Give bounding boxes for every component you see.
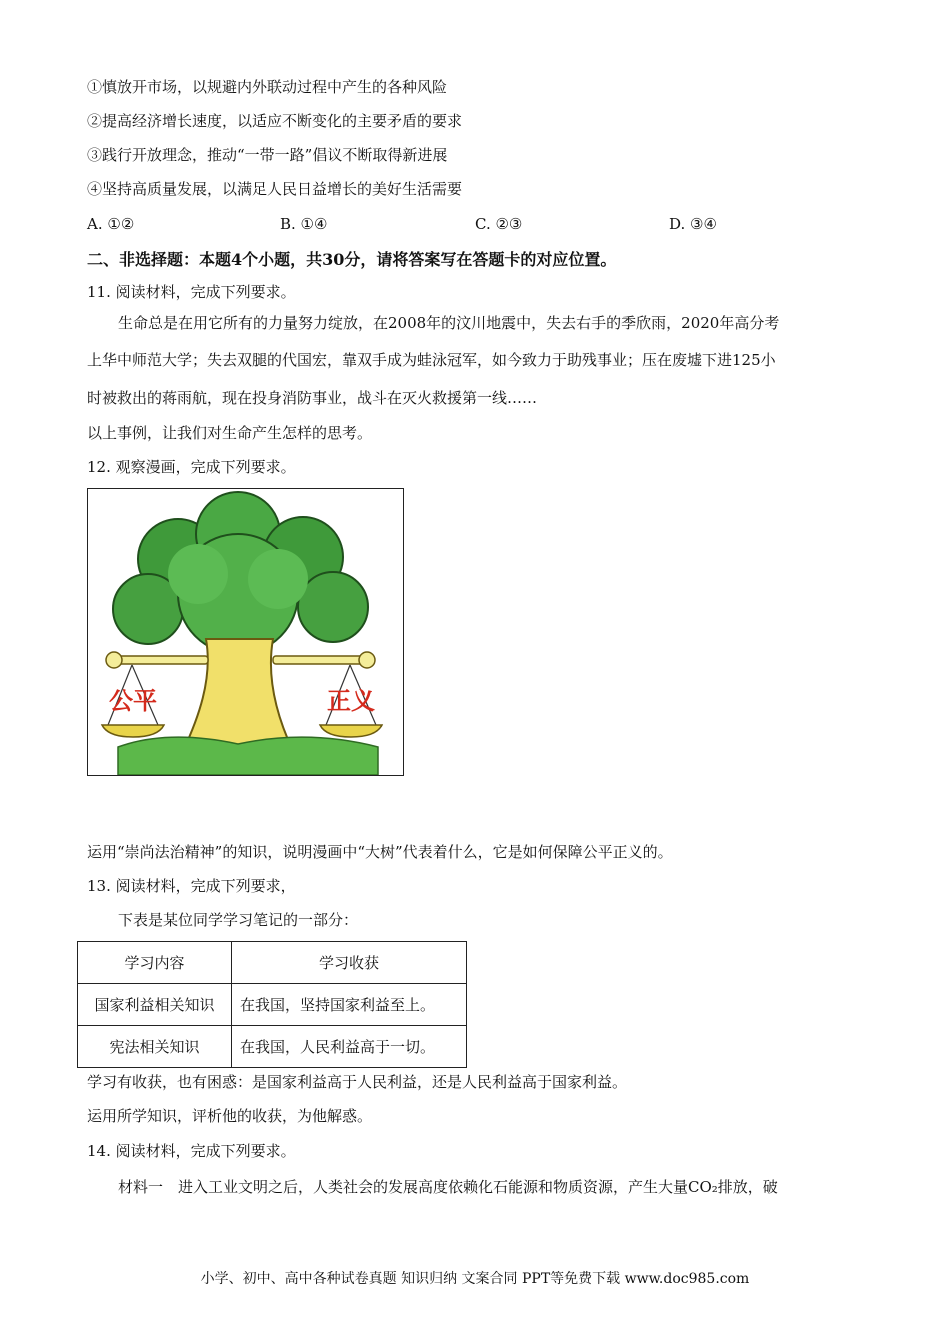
table-cell: 宪法相关知识: [78, 1026, 232, 1068]
left-scale-pan: [102, 665, 164, 737]
q11-line-1: 生命总是在用它所有的力量努力绽放，在2008年的汶川地震中，失去右手的季欣雨，2020年高分考: [118, 314, 780, 332]
right-scale-pan: [320, 665, 382, 737]
tree-scale-cartoon: [87, 488, 404, 776]
table-cell: 在我国，坚持国家利益至上。: [232, 984, 467, 1026]
tree-illustration: [88, 489, 403, 775]
q13-question: 运用所学知识，评析他的收获，为他解惑。: [87, 1107, 373, 1125]
option-4: ④坚持高质量发展，以满足人民日益增长的美好生活需要: [87, 180, 463, 198]
left-arm: [113, 656, 208, 664]
q13-intro: 下表是某位同学学习笔记的一部分：: [118, 911, 359, 929]
table-row: [78, 1026, 467, 1068]
option-1: ①慎放开市场，以规避内外联动过程中产生的各种风险: [87, 78, 448, 96]
q14-stem: 14. 阅读材料，完成下列要求。: [87, 1142, 296, 1160]
table-cell: 国家利益相关知识: [78, 984, 232, 1026]
q14-line: 材料一 进入工业文明之后，人类社会的发展高度依赖化石能源和物质资源，产生大量CO₂排放，破: [118, 1178, 778, 1196]
table-header-row: [78, 942, 467, 984]
answer-a: A. ①②: [87, 215, 135, 233]
answer-c: C. ②③: [475, 215, 523, 233]
q12-question: 运用“崇尚法治精神”的知识，说明漫画中“大树”代表着什么，它是如何保障公平正义的。: [87, 843, 673, 861]
table-header-cell: 学习收获: [232, 942, 467, 984]
q11-stem: 11. 阅读材料，完成下列要求。: [87, 283, 296, 301]
option-2: ②提高经济增长速度，以适应不断变化的主要矛盾的要求: [87, 112, 463, 130]
answer-b: B. ①④: [280, 215, 328, 233]
q13-stem: 13. 阅读材料，完成下列要求，: [87, 877, 296, 895]
table-cell: 在我国，人民利益高于一切。: [232, 1026, 467, 1068]
q11-line-3: 时被救出的蒋雨航，现在投身消防事业，战斗在灭火救援第一线……: [87, 389, 538, 407]
tree-canopy: [113, 492, 368, 654]
q13-after: 学习有收获，也有困惑：是国家利益高于人民利益，还是人民利益高于国家利益。: [87, 1073, 628, 1091]
right-arm: [273, 656, 368, 664]
table-row: [78, 984, 467, 1026]
left-pan-label: 公平: [109, 687, 157, 715]
section-title: 二、非选择题：本题4个小题，共30分，请将答案写在答题卡的对应位置。: [87, 250, 617, 269]
right-pan-label: 正义: [327, 687, 375, 715]
grass: [118, 737, 378, 775]
option-3: ③践行开放理念，推动“一带一路”倡议不断取得新进展: [87, 146, 448, 164]
table-header-cell: 学习内容: [78, 942, 232, 984]
q11-question: 以上事例，让我们对生命产生怎样的思考。: [87, 424, 373, 442]
page-footer: 小学、初中、高中各种试卷真题 知识归纳 文案合同 PPT等免费下载 www.doc985.com: [200, 1271, 750, 1287]
study-notes-table: [77, 941, 467, 1068]
answer-d: D. ③④: [669, 215, 717, 233]
q11-line-2: 上华中师范大学；失去双腿的代国宏，靠双手成为蛙泳冠军，如今致力于助残事业；压在废墟下进125小: [87, 351, 776, 369]
q12-stem: 12. 观察漫画，完成下列要求。: [87, 458, 296, 476]
